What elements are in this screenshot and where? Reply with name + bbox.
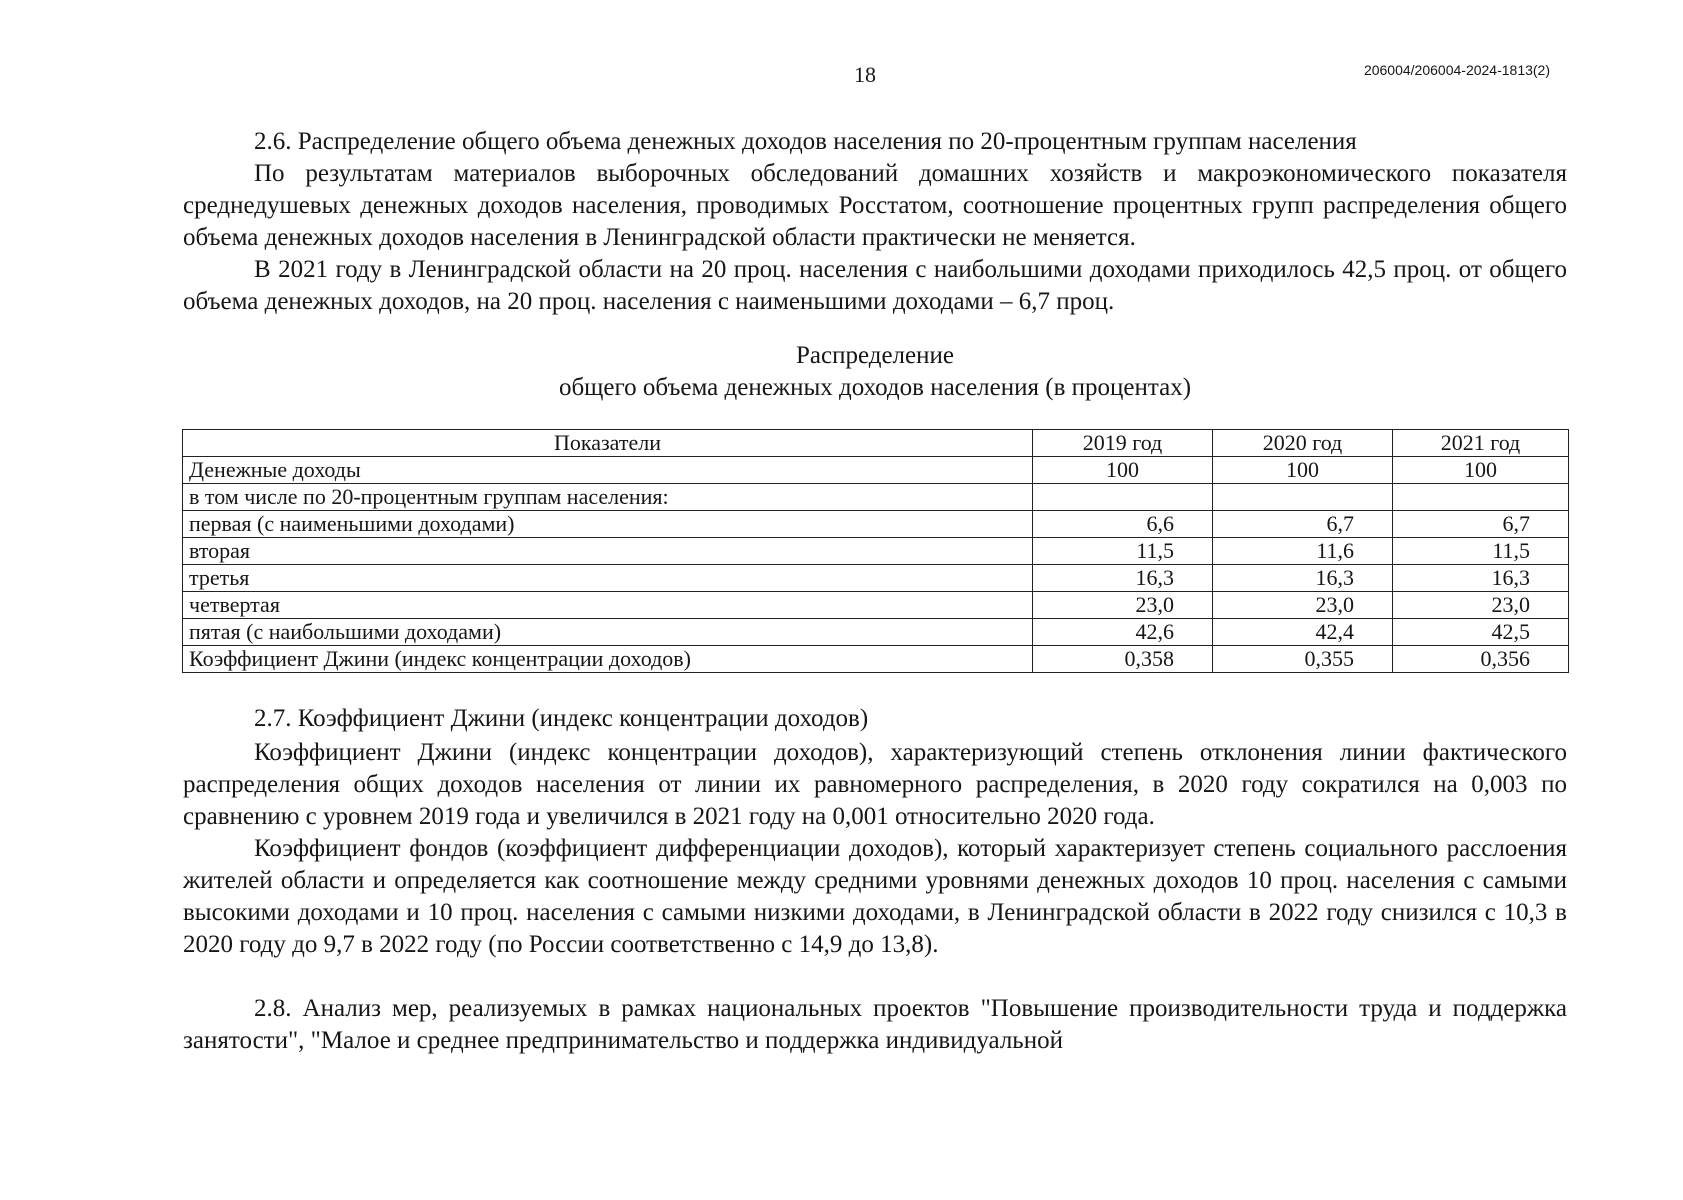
income-distribution-table [182, 429, 1569, 673]
cell-2021 [1393, 484, 1569, 511]
cell-2019 [1033, 484, 1213, 511]
cell-2019: 0,358 [1033, 646, 1213, 673]
table-caption-title: Распределение [796, 342, 954, 369]
cell-2019: 6,6 [1033, 511, 1213, 538]
column-header-2021: 2021 год [1393, 430, 1569, 457]
column-header-indicators: Показатели [183, 430, 1033, 457]
table-row [183, 457, 1569, 484]
page-number: 18 [854, 62, 876, 87]
section-2-7-paragraph-1: Коэффициент Джини (индекс концентрации доходов), характеризующий степень отклонения линии фактического распределения общих доходов населения от линии их равномерного распределения, в 2020 году сократился на 0,003 по сравнению с уровнем 2019 года и увеличился в 2021 году на 0,001 относительно 2020 года. [183, 739, 1567, 830]
cell-2021: 6,7 [1393, 511, 1569, 538]
row-label: первая (с наименьшими доходами) [183, 511, 1033, 538]
cell-2021: 0,356 [1393, 646, 1569, 673]
row-label: в том числе по 20-процентным группам населения: [183, 484, 1033, 511]
cell-2019: 11,5 [1033, 538, 1213, 565]
cell-2019: 42,6 [1033, 619, 1213, 646]
table-caption-subtitle: общего объема денежных доходов населения (в процентах) [558, 374, 1192, 401]
section-2-7-heading: 2.7. Коэффициент Джини (индекс концентрации доходов) [254, 705, 869, 732]
section-2-6-paragraph-1: По результатам материалов выборочных обследований домашних хозяйств и макроэкономического показателя среднедушевых денежных доходов населения, проводимых Росстатом, соотношение процентных групп распределения общего объема денежных доходов населения в Ленинградской области практически не меняется. [183, 160, 1567, 251]
row-label: Коэффициент Джини (индекс концентрации доходов) [183, 646, 1033, 673]
cell-2021: 11,5 [1393, 538, 1569, 565]
cell-2020: 16,3 [1213, 565, 1393, 592]
cell-2020: 42,4 [1213, 619, 1393, 646]
row-label: пятая (с наибольшими доходами) [183, 619, 1033, 646]
cell-2019: 100 [1033, 457, 1213, 484]
table-header-row [183, 430, 1569, 457]
table-row [183, 592, 1569, 619]
cell-2020: 0,355 [1213, 646, 1393, 673]
table-row [183, 619, 1569, 646]
column-header-2020: 2020 год [1213, 430, 1393, 457]
row-label: третья [183, 565, 1033, 592]
cell-2020: 6,7 [1213, 511, 1393, 538]
cell-2021: 100 [1393, 457, 1569, 484]
cell-2020 [1213, 484, 1393, 511]
section-2-6-paragraph-2: В 2021 году в Ленинградской области на 20 проц. населения с наибольшими доходами приходилось 42,5 проц. от общего объема денежных доходов, на 20 проц. населения с наименьшими доходами – 6,7 проц. [183, 256, 1567, 315]
table-row [183, 511, 1569, 538]
section-2-6-heading: 2.6. Распределение общего объема денежных доходов населения по 20-процентным группам населения [254, 128, 1357, 155]
table-row [183, 484, 1569, 511]
cell-2021: 16,3 [1393, 565, 1569, 592]
column-header-2019: 2019 год [1033, 430, 1213, 457]
cell-2019: 16,3 [1033, 565, 1213, 592]
document-id: 206004/206004-2024-1813(2) [1363, 62, 1550, 78]
cell-2019: 23,0 [1033, 592, 1213, 619]
row-label: вторая [183, 538, 1033, 565]
cell-2021: 42,5 [1393, 619, 1569, 646]
row-label: Денежные доходы [183, 457, 1033, 484]
table-row [183, 646, 1569, 673]
cell-2020: 23,0 [1213, 592, 1393, 619]
section-2-8-paragraph: 2.8. Анализ мер, реализуемых в рамках национальных проектов "Повышение производительности труда и поддержка занятости", "Малое и среднее предпринимательство и поддержка индивидуальной [183, 995, 1567, 1054]
cell-2020: 100 [1213, 457, 1393, 484]
section-2-7-paragraph-2: Коэффициент фондов (коэффициент дифференциации доходов), который характеризует степень социального расслоения жителей области и определяется как соотношение между средними уровнями денежных доходов 10 проц. населения с самыми высокими доходами и 10 проц. населения с самыми низкими доходами, в Ленинградской области в 2022 году снизился с 10,3 в 2020 году до 9,7 в 2022 году (по России соответственно с 14,9 до 13,8). [183, 835, 1567, 958]
table-row [183, 565, 1569, 592]
cell-2021: 23,0 [1393, 592, 1569, 619]
cell-2020: 11,6 [1213, 538, 1393, 565]
row-label: четвертая [183, 592, 1033, 619]
table-row [183, 538, 1569, 565]
